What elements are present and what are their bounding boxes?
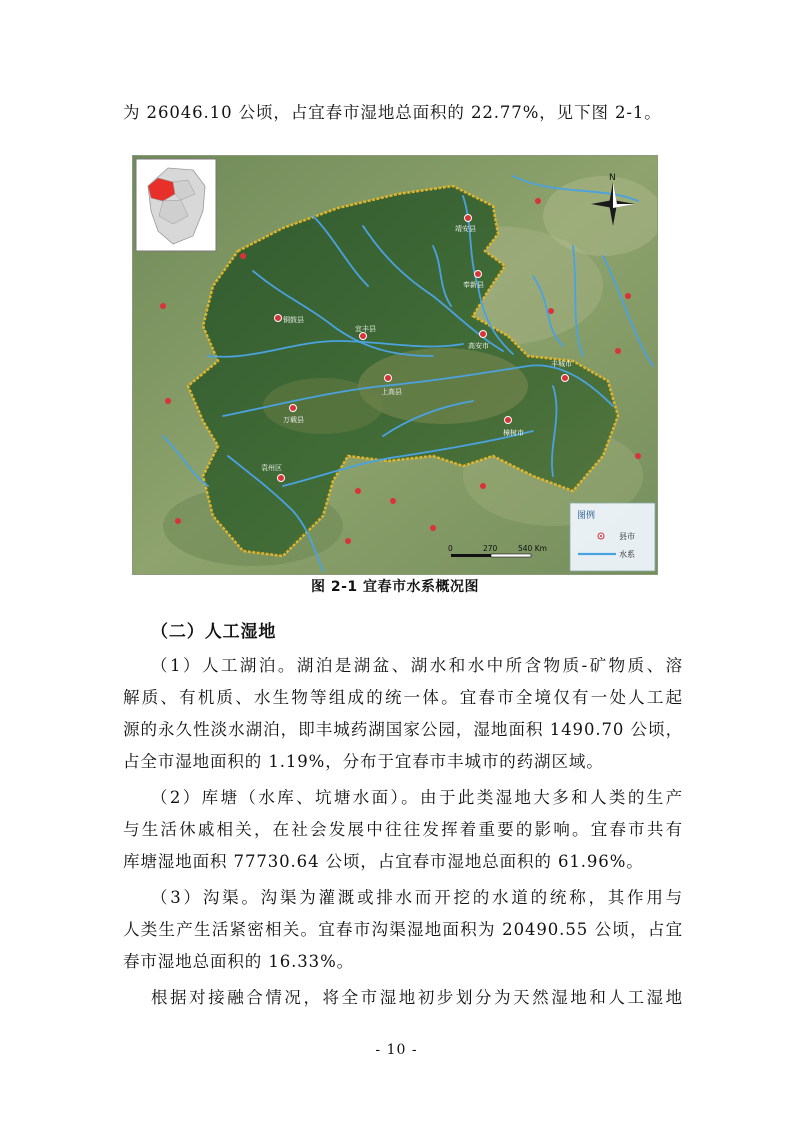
city-label-c1: 靖安县 bbox=[455, 225, 476, 233]
paragraph-1-line-4: 占全市湿地面积的 1.19%，分布于宜春市丰城市的药湖区域。 bbox=[123, 752, 604, 771]
city-label-c6: 万载县 bbox=[283, 416, 304, 424]
page-number: - 10 - bbox=[375, 1042, 418, 1058]
paragraph-1-line-2: 解质、有机质、水生物等组成的统一体。宜春市全境仅有一处人工起 bbox=[123, 688, 683, 707]
legend-title: 图例 bbox=[577, 511, 596, 521]
city-label-c8: 丰城市 bbox=[551, 360, 572, 368]
city-label-c10: 袁州区 bbox=[261, 464, 282, 472]
paragraph-1-line-1: （1）人工湖泊。湖泊是湖盆、湖水和水中所含物质-矿物质、溶 bbox=[151, 656, 683, 675]
svg-text:540 Km: 540 Km bbox=[518, 544, 547, 553]
legend-river-label: 水系 bbox=[619, 550, 635, 559]
paragraph-3-line-1: （3）沟渠。沟渠为灌溉或排水而开挖的水道的统称，其作用与 bbox=[151, 888, 683, 907]
paragraph-2-line-2: 与生活休戚相关，在社会发展中往往发挥着重要的影响。宜春市共有 bbox=[123, 820, 683, 839]
paragraph-3-line-3: 春市湿地总面积的 16.33%。 bbox=[123, 952, 355, 971]
city-label-c5: 高安市 bbox=[468, 342, 489, 350]
paragraph-3-line-2: 人类生产生活紧密相关。宜春市沟渠湿地面积为 20490.55 公顷，占宜 bbox=[123, 920, 683, 939]
paragraph-4-line-1: 根据对接融合情况，将全市湿地初步划分为天然湿地和人工湿地 bbox=[151, 988, 683, 1007]
map-legend bbox=[570, 503, 655, 571]
svg-text:270: 270 bbox=[483, 544, 498, 553]
paragraph-1-line-3: 源的永久性淡水湖泊，即丰城药湖国家公园，湿地面积 1490.70 公顷， bbox=[123, 720, 683, 739]
map-figure bbox=[132, 155, 658, 575]
city-label-c3: 铜鼓县 bbox=[283, 316, 304, 324]
paragraph-2-line-3: 库塘湿地面积 77730.64 公顷，占宜春市湿地总面积的 61.96%。 bbox=[123, 852, 644, 871]
section-heading: （二）人工湿地 bbox=[151, 622, 277, 642]
paragraph-2-line-1: （2）库塘（水库、坑塘水面）。由于此类湿地大多和人类的生产 bbox=[151, 788, 683, 807]
north-label: N bbox=[609, 173, 616, 183]
city-label-c9: 樟树市 bbox=[503, 429, 524, 437]
inset-locator-map bbox=[136, 159, 216, 251]
figure-caption: 图 2-1 宜春市水系概况图 bbox=[310, 579, 480, 595]
svg-text:0: 0 bbox=[448, 544, 453, 553]
city-label-c2: 奉新县 bbox=[463, 281, 484, 289]
legend-city-label: 县市 bbox=[619, 532, 635, 541]
city-label-c4: 宜丰县 bbox=[355, 325, 376, 333]
city-label-c7: 上高县 bbox=[381, 388, 402, 396]
text-line-continuation: 为 26046.10 公顷，占宜春市湿地总面积的 22.77%，见下图 2-1。 bbox=[123, 103, 662, 122]
